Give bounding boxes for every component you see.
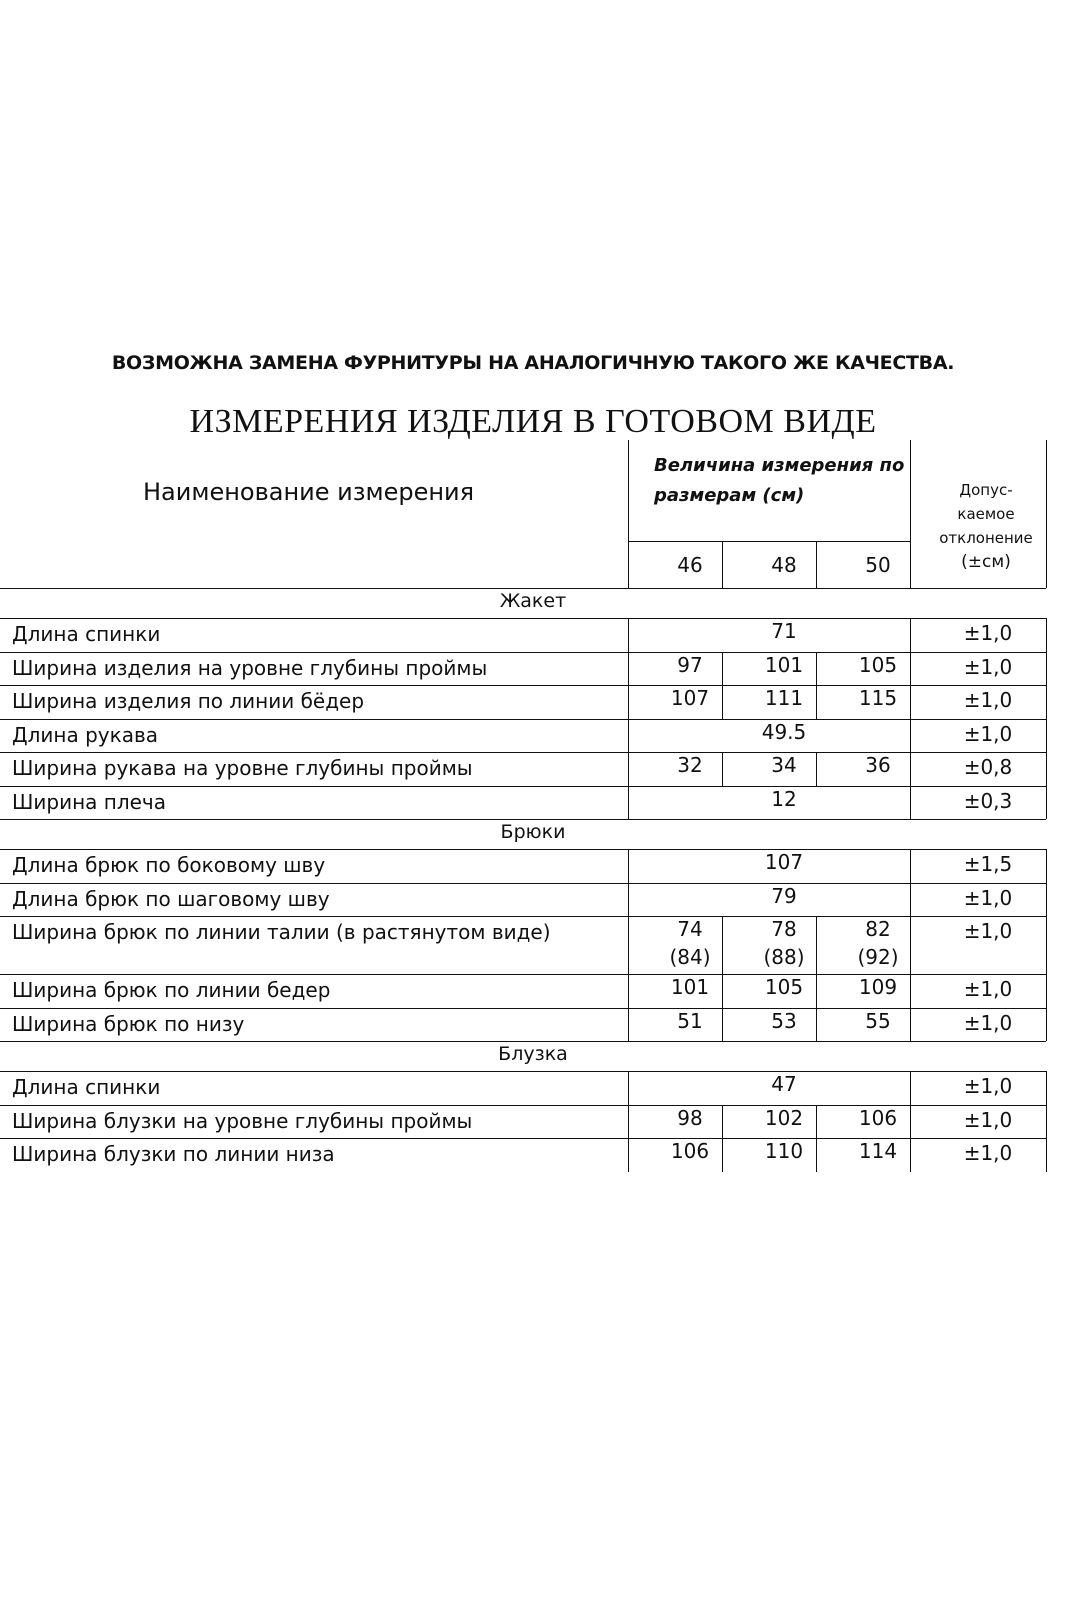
measurement-name: Ширина блузки на уровне глубины проймы bbox=[12, 1108, 473, 1133]
header-tolerance bbox=[934, 478, 1038, 574]
measurement-name: Ширина брюк по линии бедер bbox=[12, 978, 331, 1002]
measurement-value: 82 bbox=[865, 917, 891, 941]
header-values-line: Величина измерения по bbox=[654, 455, 905, 476]
tolerance-value: ±1,0 bbox=[963, 977, 1013, 1001]
measurement-value: 105 bbox=[858, 652, 898, 677]
measurement-value: 106 bbox=[670, 1139, 710, 1163]
measurement-name: Ширина изделия на уровне глубины проймы bbox=[12, 655, 488, 680]
table-title: ИЗМЕРЕНИЯ ИЗДЕЛИЯ В ГОТОВОМ ВИДЕ bbox=[189, 403, 877, 440]
measurement-value: 105 bbox=[764, 975, 804, 999]
table-rule bbox=[1046, 849, 1047, 883]
measurement-value: 101 bbox=[670, 975, 710, 999]
measurement-value: 36 bbox=[865, 753, 891, 777]
measurement-value: 12 bbox=[771, 786, 797, 811]
header-tolerance-line: отклонение bbox=[939, 529, 1033, 547]
measurement-value: 71 bbox=[771, 619, 797, 643]
measurement-value: 47 bbox=[771, 1072, 797, 1096]
measurement-value: 111 bbox=[764, 686, 804, 710]
header-size: 48 bbox=[771, 553, 797, 577]
measurement-name: Длина рукава bbox=[12, 722, 159, 747]
table-rule bbox=[1046, 916, 1047, 974]
measurement-value: 51 bbox=[677, 1008, 703, 1033]
tolerance-value: ±1,0 bbox=[963, 1107, 1013, 1132]
measurement-name: Ширина плеча bbox=[12, 789, 167, 814]
measurement-name: Длина спинки bbox=[12, 1075, 161, 1099]
table-rule bbox=[628, 618, 629, 652]
header-tolerance-line: каемое bbox=[957, 505, 1015, 523]
measurement-value: 101 bbox=[764, 652, 804, 677]
tolerance-value: ±1,5 bbox=[963, 852, 1013, 876]
tolerance-value: ±0,8 bbox=[963, 755, 1013, 779]
table-rule bbox=[1046, 1008, 1047, 1042]
measurement-value: 109 bbox=[858, 975, 898, 999]
measurement-value: 97 bbox=[677, 652, 703, 677]
header-values bbox=[654, 451, 904, 511]
table-rule bbox=[1046, 652, 1047, 686]
measurement-value: (92) bbox=[857, 945, 899, 969]
tolerance-value: ±1,0 bbox=[963, 688, 1013, 712]
header-tolerance-line: (±см) bbox=[961, 552, 1011, 572]
tolerance-value: ±1,0 bbox=[963, 654, 1013, 679]
measurement-value: 114 bbox=[858, 1139, 898, 1163]
measurement-name: Длина брюк по боковому шву bbox=[12, 853, 326, 877]
tolerance-value: ±1,0 bbox=[963, 721, 1013, 746]
table-rule bbox=[910, 440, 911, 588]
measurement-name: Длина спинки bbox=[12, 622, 161, 646]
measurement-value: 74 bbox=[677, 917, 703, 941]
measurement-value: 34 bbox=[771, 753, 797, 777]
measurement-value: 55 bbox=[865, 1008, 891, 1033]
measurement-value: 110 bbox=[764, 1139, 804, 1163]
measurement-value: 78 bbox=[771, 917, 797, 941]
section-heading: Блузка bbox=[498, 1043, 568, 1065]
table-rule bbox=[628, 652, 629, 686]
notice-text: ВОЗМОЖНА ЗАМЕНА ФУРНИТУРЫ НА АНАЛОГИЧНУЮ ТАКОГО ЖЕ КАЧЕСТВА. bbox=[111, 352, 955, 374]
measurement-value: 102 bbox=[764, 1105, 804, 1130]
table-rule bbox=[628, 849, 629, 883]
table-rule bbox=[1046, 786, 1047, 820]
table-rule bbox=[628, 752, 629, 786]
measurement-value: 115 bbox=[858, 686, 898, 710]
tolerance-value: ±1,0 bbox=[963, 621, 1013, 645]
table-rule bbox=[628, 916, 629, 974]
table-rule bbox=[628, 974, 629, 1008]
table-rule bbox=[628, 1105, 629, 1139]
table-rule bbox=[628, 1071, 629, 1105]
tolerance-value: ±1,0 bbox=[963, 1141, 1013, 1165]
header-values-line: размерам (см) bbox=[654, 485, 805, 506]
table-rule bbox=[1046, 752, 1047, 786]
table-rule bbox=[628, 883, 629, 917]
table-rule bbox=[1046, 974, 1047, 1008]
header-size: 46 bbox=[677, 553, 703, 577]
measurement-value: 49.5 bbox=[761, 719, 807, 744]
table-rule bbox=[722, 541, 723, 588]
measurement-value: 107 bbox=[670, 686, 710, 710]
table-rule bbox=[0, 1041, 1046, 1042]
table-rule bbox=[628, 1138, 629, 1172]
table-rule bbox=[628, 719, 629, 753]
table-rule bbox=[628, 541, 910, 542]
measurement-value: 53 bbox=[771, 1008, 797, 1033]
measurement-value: 98 bbox=[677, 1105, 703, 1130]
table-rule bbox=[628, 440, 629, 588]
measurement-value: 107 bbox=[764, 850, 804, 874]
table-rule bbox=[628, 786, 629, 820]
measurement-name: Длина брюк по шаговому шву bbox=[12, 886, 330, 911]
measurement-value: (88) bbox=[763, 945, 805, 969]
measurement-name: Ширина брюк по линии талии (в растянутом виде) bbox=[12, 920, 551, 944]
header-name: Наименование измерения bbox=[143, 478, 475, 506]
table-rule bbox=[0, 588, 1046, 589]
measurement-value: 79 bbox=[771, 883, 797, 908]
table-rule bbox=[816, 541, 817, 588]
measurement-value: 106 bbox=[858, 1105, 898, 1130]
tolerance-value: ±1,0 bbox=[963, 885, 1013, 910]
header-tolerance-line: Допус- bbox=[959, 481, 1013, 499]
header-size: 50 bbox=[865, 553, 891, 577]
measurement-name: Ширина блузки по линии низа bbox=[12, 1142, 335, 1166]
tolerance-value: ±0,3 bbox=[963, 788, 1013, 813]
table-rule bbox=[1046, 1105, 1047, 1139]
section-heading: Жакет bbox=[499, 590, 567, 612]
tolerance-value: ±1,0 bbox=[963, 1074, 1013, 1098]
table-rule bbox=[1046, 685, 1047, 719]
table-rule bbox=[1046, 883, 1047, 917]
measurement-name: Ширина брюк по низу bbox=[12, 1011, 245, 1036]
section-heading: Брюки bbox=[500, 821, 566, 843]
table-rule bbox=[1046, 618, 1047, 652]
table-rule bbox=[628, 1008, 629, 1042]
table-rule bbox=[1046, 719, 1047, 753]
table-rule bbox=[1046, 1138, 1047, 1172]
tolerance-value: ±1,0 bbox=[963, 919, 1013, 943]
measurement-value: 32 bbox=[677, 753, 703, 777]
tolerance-value: ±1,0 bbox=[963, 1010, 1013, 1035]
measurement-value: (84) bbox=[669, 945, 711, 969]
table-rule bbox=[628, 685, 629, 719]
table-rule bbox=[0, 819, 1046, 820]
measurement-name: Ширина изделия по линии бёдер bbox=[12, 689, 365, 713]
table-rule bbox=[1046, 1071, 1047, 1105]
measurement-name: Ширина рукава на уровне глубины проймы bbox=[12, 756, 473, 780]
table-rule bbox=[1046, 440, 1047, 588]
